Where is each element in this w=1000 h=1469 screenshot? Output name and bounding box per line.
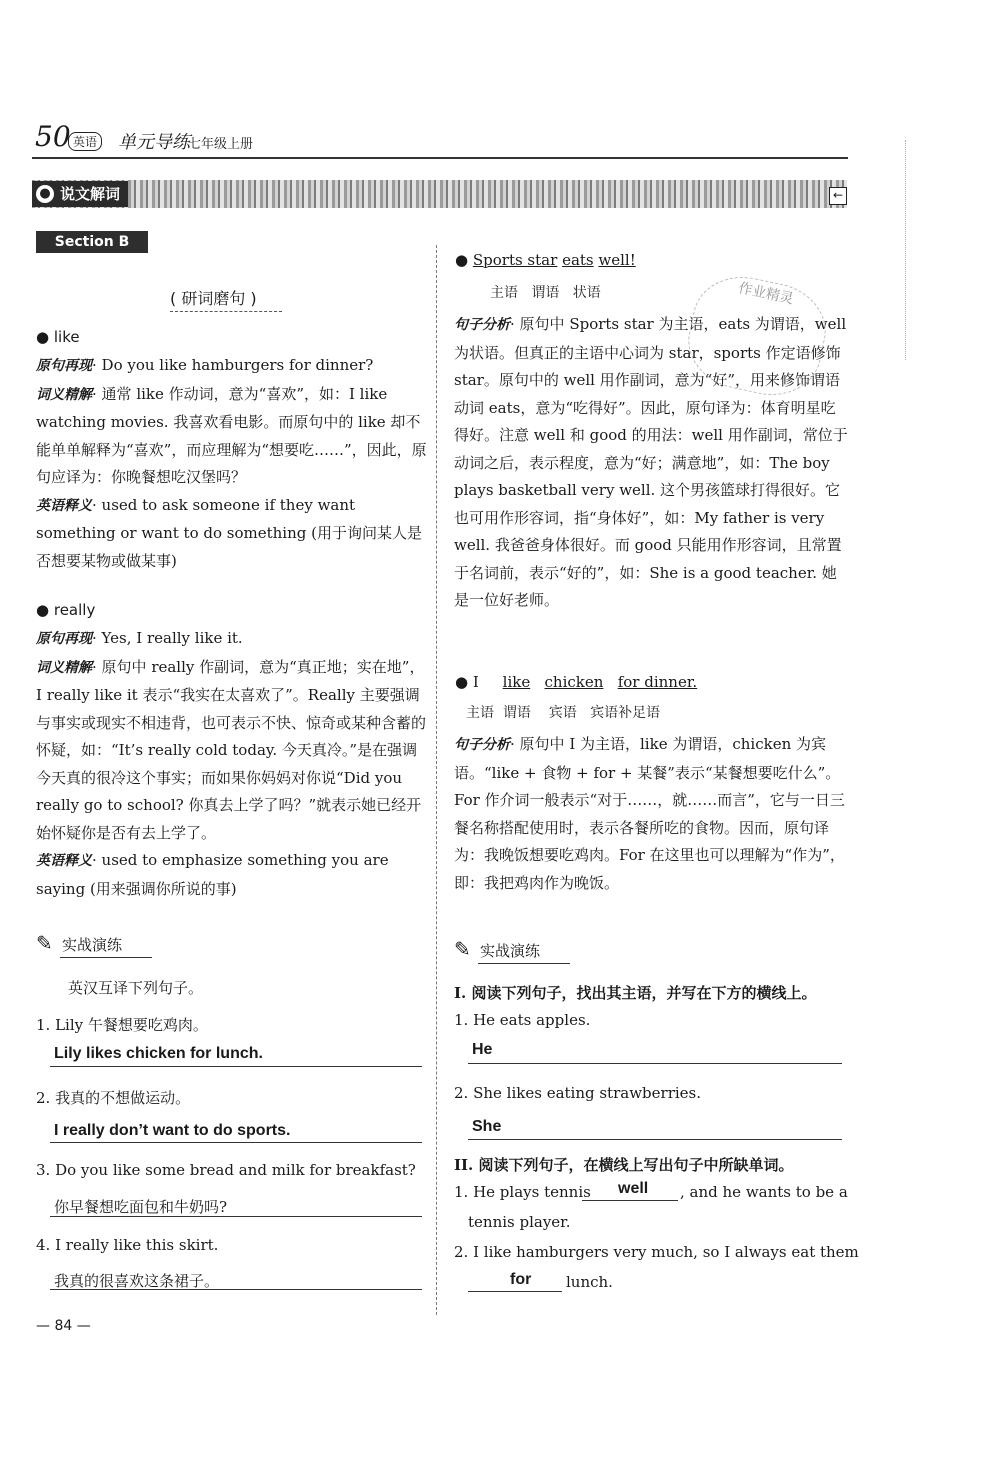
answer-line [50,1066,422,1067]
right-a1: He [472,1041,493,1058]
banner-speech-icon: ● [36,185,54,203]
left-q1: 1. Lily 午餐想要吃鸡肉。 [36,1016,208,1034]
s1-sentence: ● Sports star eats well! [455,251,636,269]
answer-line [468,1063,842,1064]
right-p2-a2: for [510,1271,532,1288]
answer-line [50,1289,422,1290]
right-p2-q1: 1. He plays tennis [454,1183,591,1201]
part1-title: I. 阅读下列句子，找出其主语，并写在下方的横线上。 [454,984,817,1002]
logo: 50 [35,120,71,153]
blank-line [582,1200,678,1201]
column-divider [436,245,437,1315]
answer-line [50,1142,422,1143]
left-a3: 你早餐想吃面包和牛奶吗? [54,1198,228,1216]
practice-title-left: 实战演练 [62,936,123,954]
s2-sentence: ● I like chicken for dinner. [455,673,698,691]
right-p2-q2-post: lunch. [566,1273,613,1291]
right-q2: 2. She likes eating strawberries. [454,1084,702,1102]
study-title: ( 研词磨句 ) [170,289,257,308]
right-p2-q2: 2. I like hamburgers very much, so I always eat them [454,1243,859,1261]
left-a1: Lily likes chicken for lunch. [54,1045,263,1062]
margin-dots [905,140,912,360]
entry-really-body: 原句再现· Yes, I really like it. 词义精解· 原句中 really 作副词，意为“真正地；实在地”，I really like it 表示“我实在太喜欢了”。Really 主要强调与事实或现实不相违背，也可表示不快、惊奇或某种含蓄的怀疑，如：“It’s really cold today. 今天真冷。”是在强调今天真的很冷这个事实；而如果你妈妈对你说“Did you really go to school? 你真去上学了吗？”就表示她已经开始怀疑你是否有去上学了。 英语释义· used to emphasize something you are saying (用来强调你所说的事) [36,629,427,898]
answer-line [50,1216,422,1217]
banner-title: 说文解词 [32,181,128,207]
practice-instruction: 英汉互译下列句子。 [68,979,204,997]
blank-line [468,1291,562,1292]
page-number: — 84 — [36,1318,91,1334]
right-q1: 1. He eats apples. [454,1011,591,1029]
practice-underline-left [60,957,152,958]
entry-like-body: 原句再现· Do you like hamburgers for dinner? 词义精解· 通常 like 作动词，意为“喜欢”，如：I like watching movies. 我喜欢看电影。而原句中的 like 却不能单单解释为“喜欢”，而应理解为“想要吃……”，因此，原句应译为：你晚餐想吃汉堡吗？ 英语释义· used to ask someone if they want something or want to do something (用于询问某人是否想要某物或做某事) [36,356,427,570]
header-rule [32,157,848,159]
part2-title: II. 阅读下列句子，在横线上写出句子中所缺单词。 [454,1156,794,1174]
entry-like-head: ● like [36,328,80,346]
left-q2: 2. 我真的不想做运动。 [36,1089,191,1107]
s2-roles: 主语 谓语 宾语 宾语补足语 [466,705,661,721]
grade-label: 七年级上册 [188,137,254,152]
right-a2: She [472,1118,502,1135]
practice-underline-right [478,963,570,964]
series-title: 单元导练 [118,132,190,153]
s2-analysis: 句子分析· 原句中 I 为主语，like 为谓语，chicken 为宾语。“like + 食物 + for + 某餐”表示“某餐想要吃什么”。For 作介词一般表示“对于……，就……而言”，它与一日三餐名称搭配使用时，表示各餐所吃的食物。因而，原句译为：我晚饭想要吃鸡肉。For 在这里也可以理解为“作为”，即：我把鸡肉作为晚饭。 [454,735,845,892]
banner-bar [32,180,847,208]
right-p2-q1-cont: tennis player. [468,1213,571,1231]
watermark-stamp: 作业精灵 [680,267,834,404]
left-q4: 4. I really like this skirt. [36,1236,219,1254]
pencil-icon: ✎ [36,931,53,955]
section-label: Section B [36,231,148,253]
brand-badge: 英语 [68,132,102,151]
s1-roles: 主语 谓语 状语 [490,285,601,301]
study-underline [170,311,282,312]
left-a2: I really don’t want to do sports. [54,1122,291,1139]
entry-really-head: ● really [36,601,96,619]
practice-title-right: 实战演练 [480,942,541,960]
s1-analysis: 句子分析· 原句中 Sports star 为主语，eats 为谓语，well 为状语。但真正的主语中心词为 star，sports 作定语修饰 star。原句中的 well 用作副词，意为“好”，用来修饰谓语动词 eats，意为“吃得好”。因此，原句译为：体育明星吃得好。注意 well 和 good 的用法：well 用作副词，常位于动词之后，表示程度，意为“好；满意地”，如：The boy plays basketball very well. 这个男孩篮球打得很好。它也可用作形容词，指“身体好”，如：My father is very well. 我爸爸身体很好。而 good 只能用作形容词，且常置于名词前，表示“好的”，如：She is a good teacher. 她是一位好老师。 [454,315,848,609]
answer-line [468,1139,842,1140]
right-p2-q1-post: , and he wants to be a [680,1183,848,1201]
left-a4: 我真的很喜欢这条裙子。 [54,1272,220,1290]
pencil-icon: ✎ [454,937,471,961]
back-arrow-icon[interactable]: ← [829,187,847,205]
right-p2-a1: well [618,1180,649,1197]
left-q3: 3. Do you like some bread and milk for breakfast? [36,1161,416,1179]
